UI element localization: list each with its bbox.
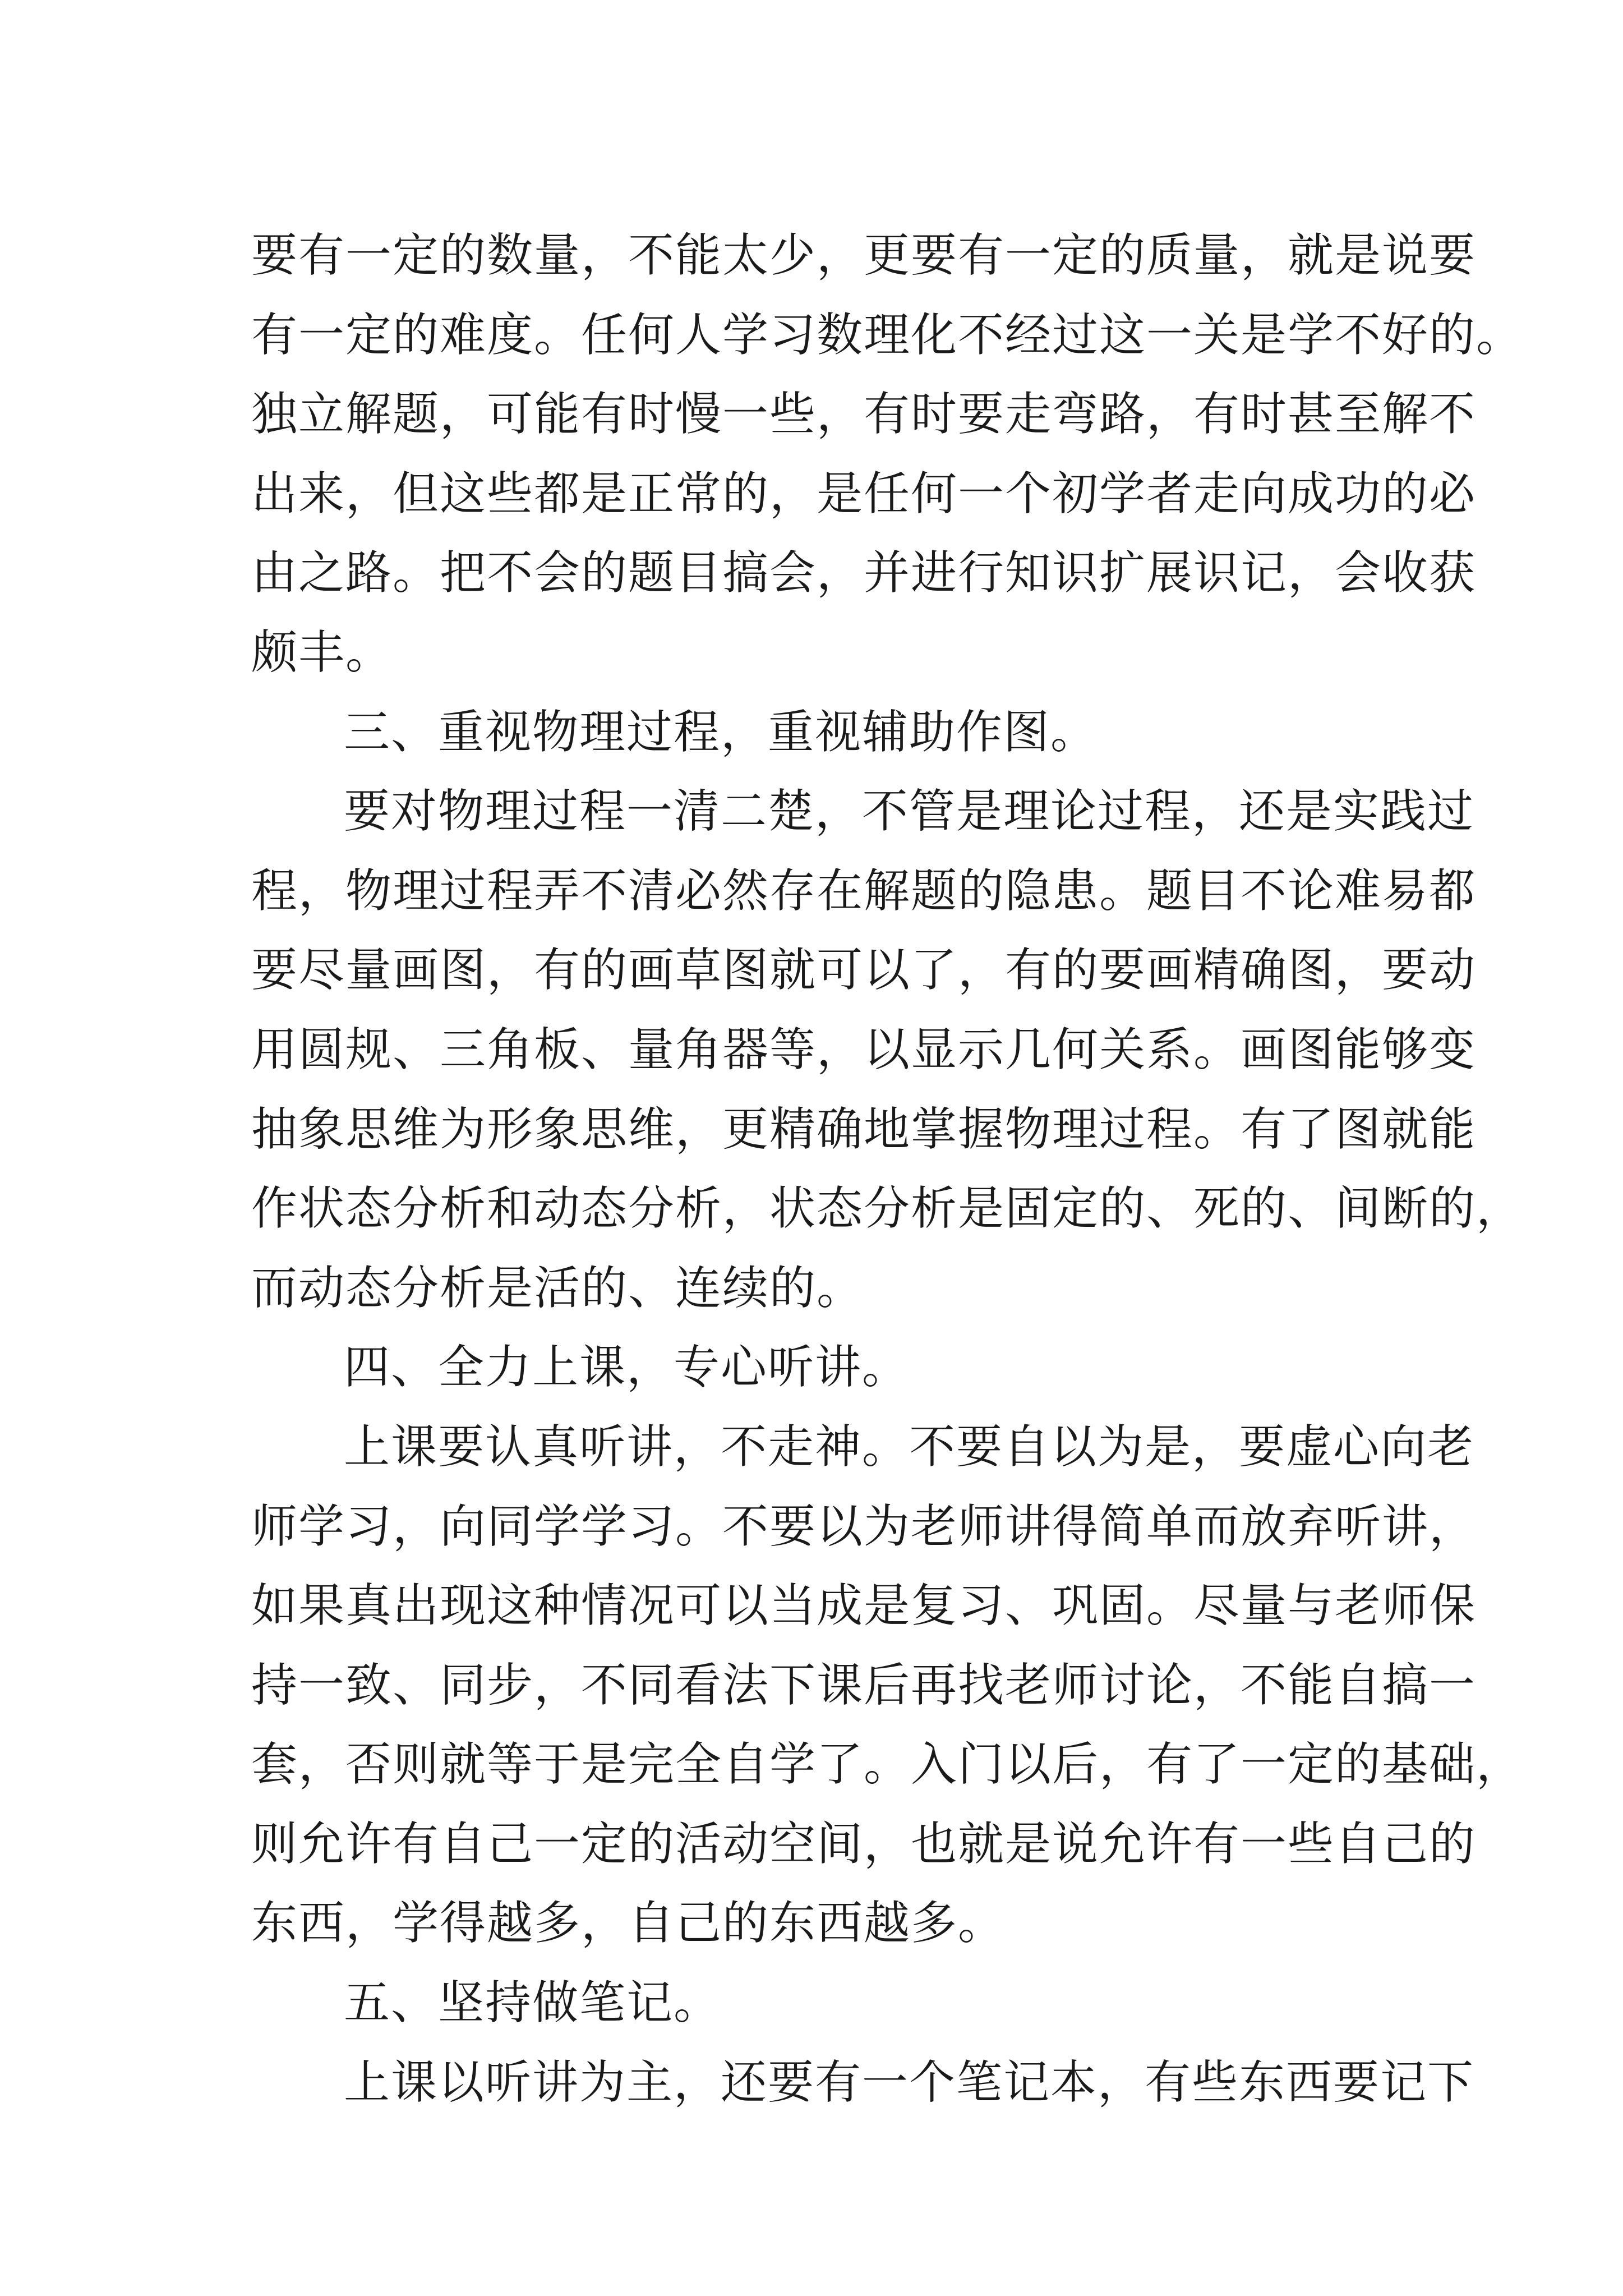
body-text [251, 216, 1524, 2122]
section-heading-4: 四、全力上课，专心听讲。 [344, 1341, 910, 1395]
text-line-9: 程，物理过程弄不清必然存在解题的隐患。题目不论难易都 [251, 864, 1477, 918]
text-line-21: 则允许有自己一定的活动空间，也就是说允许有一些自己的 [251, 1817, 1477, 1871]
text-line-1: 要有一定的数量，不能太少，更要有一定的质量，就是说要 [251, 229, 1477, 282]
text-line-24: 上课以听讲为主，还要有一个笔记本，有些东西要记下 [344, 2055, 1475, 2109]
text-line-13: 作状态分析和动态分析，状态分析是固定的、死的、间断的， [251, 1182, 1524, 1236]
text-line-20: 套，否则就等于是完全自学了。入门以后，有了一定的基础， [251, 1738, 1524, 1792]
text-line-8: 要对物理过程一清二楚，不管是理论过程，还是实践过 [344, 785, 1475, 839]
section-heading-3: 三、重视物理过程，重视辅助作图。 [344, 705, 1098, 759]
text-line-16: 上课要认真听讲，不走神。不要自以为是，要虚心向老 [344, 1420, 1475, 1474]
text-line-4: 出来，但这些都是正常的，是任何一个初学者走向成功的必 [251, 467, 1477, 521]
text-line-12: 抽象思维为形象思维，更精确地掌握物理过程。有了图就能 [251, 1102, 1477, 1156]
text-line-19: 持一致、同步，不同看法下课后再找老师讨论，不能自搞一 [251, 1658, 1477, 1712]
text-line-3: 独立解题，可能有时慢一些，有时要走弯路，有时甚至解不 [251, 388, 1477, 441]
text-line-2: 有一定的难度。任何人学习数理化不经过这一关是学不好的。 [251, 308, 1524, 362]
text-line-6: 颇丰。 [251, 625, 393, 679]
text-line-11: 用圆规、三角板、量角器等，以显示几何关系。画图能够变 [251, 1023, 1477, 1076]
text-line-14: 而动态分析是活的、连续的。 [251, 1261, 864, 1315]
section-heading-5: 五、坚持做笔记。 [344, 1976, 721, 2030]
text-line-17: 师学习，向同学学习。不要以为老师讲得简单而放弃听讲， [251, 1499, 1477, 1553]
text-line-22: 东西，学得越多，自己的东西越多。 [251, 1897, 1006, 1950]
text-line-5: 由之路。把不会的题目搞会，并进行知识扩展识记，会收获 [251, 546, 1477, 600]
text-line-10: 要尽量画图，有的画草图就可以了，有的要画精确图，要动 [251, 944, 1477, 997]
text-line-18: 如果真出现这种情况可以当成是复习、巩固。尽量与老师保 [251, 1579, 1477, 1633]
